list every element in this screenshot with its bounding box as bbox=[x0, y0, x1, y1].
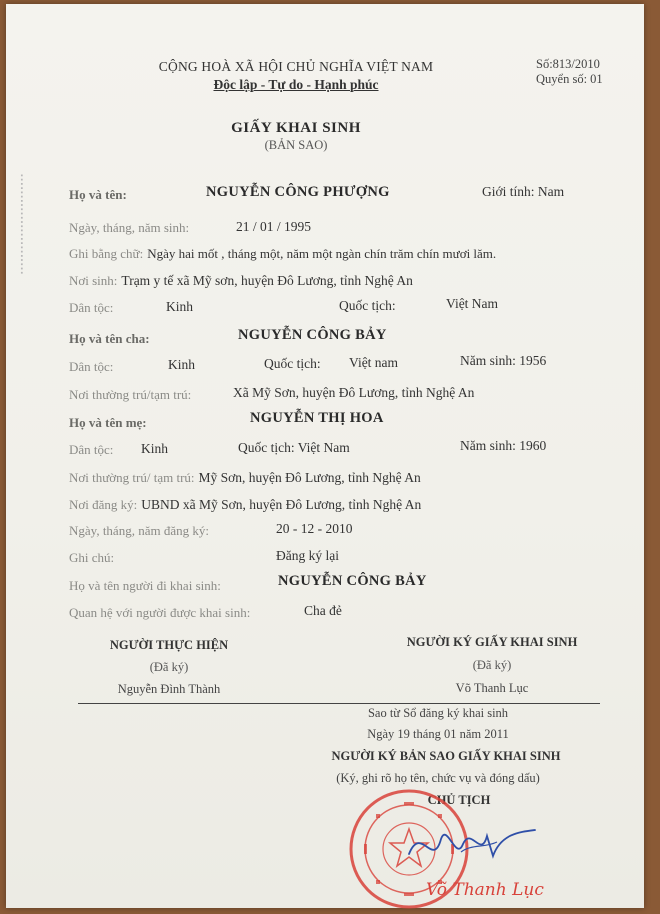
child-name-label: Họ và tên: bbox=[69, 187, 127, 202]
copy-source: Sao từ Sổ đăng ký khai sinh bbox=[367, 706, 509, 720]
signer-title: NGƯỜI KÝ GIẤY KHAI SINH bbox=[406, 635, 578, 649]
document-subtitle: (BẢN SAO) bbox=[264, 138, 328, 152]
book-number: Quyển số: 01 bbox=[536, 72, 603, 86]
dob-words-value: Ngày hai mốt , tháng một, năm một ngàn chín trăm chín mươi lăm. bbox=[147, 246, 497, 261]
dob-label: Ngày, tháng, năm sinh: bbox=[69, 220, 190, 235]
birth-certificate-page bbox=[6, 4, 644, 908]
father-residence: Xã Mỹ Sơn, huyện Đô Lương, tỉnh Nghệ An bbox=[233, 385, 475, 400]
mother-ethnic: Kinh bbox=[141, 441, 168, 456]
copy-instruction: (Ký, ghi rõ họ tên, chức vụ và đóng dấu) bbox=[336, 771, 540, 785]
copy-signer-title: NGƯỜI KÝ BẢN SAO GIẤY KHAI SINH bbox=[331, 749, 561, 763]
performer-signed: (Đã ký) bbox=[149, 660, 189, 674]
registration-date-label: Ngày, tháng, năm đăng ký: bbox=[69, 523, 209, 538]
birthplace-label: Nơi sinh: bbox=[69, 273, 118, 288]
mother-residence-label: Nơi thường trú/ tạm trú: bbox=[69, 470, 195, 485]
father-ethnic-label: Dân tộc: bbox=[69, 359, 114, 374]
performer-name: Nguyễn Đình Thành bbox=[117, 682, 221, 696]
relation-label: Quan hệ với người được khai sinh: bbox=[69, 605, 251, 620]
father-nationality: Việt nam bbox=[349, 355, 399, 370]
document-title: GIẤY KHAI SINH bbox=[231, 120, 361, 136]
father-name-label: Họ và tên cha: bbox=[69, 331, 150, 346]
child-ethnic-label: Dân tộc: bbox=[69, 300, 114, 315]
child-nationality-label: Quốc tịch: bbox=[339, 298, 396, 313]
performer-title: NGƯỜI THỰC HIỆN bbox=[109, 638, 229, 652]
mother-residence: Mỹ Sơn, huyện Đô Lương, tỉnh Nghệ An bbox=[198, 470, 421, 485]
relation-value: Cha đẻ bbox=[304, 603, 342, 618]
copy-date: Ngày 19 tháng 01 năm 2011 bbox=[367, 727, 509, 741]
mother-nationality: Quốc tịch: Việt Nam bbox=[238, 440, 350, 455]
note-value: Đăng ký lại bbox=[276, 548, 339, 563]
signer-signed: (Đã ký) bbox=[472, 658, 512, 672]
mother-ethnic-label: Dân tộc: bbox=[69, 442, 114, 457]
dob-value: 21 / 01 / 1995 bbox=[236, 219, 312, 234]
declarant-label: Họ và tên người đi khai sinh: bbox=[69, 578, 221, 593]
child-ethnic: Kinh bbox=[166, 299, 193, 314]
signer-name: Võ Thanh Lục bbox=[455, 681, 529, 695]
registration-place: UBND xã Mỹ Sơn, huyện Đô Lương, tỉnh Nghệ An bbox=[141, 497, 422, 512]
mother-birth-year: Năm sinh: 1960 bbox=[460, 438, 547, 453]
child-name: NGUYỄN CÔNG PHƯỢNG bbox=[206, 184, 390, 200]
father-birth-year: Năm sinh: 1956 bbox=[460, 353, 547, 368]
registration-place-label: Nơi đăng ký: bbox=[69, 497, 138, 512]
note-label: Ghi chú: bbox=[69, 550, 115, 565]
record-number: Số:813/2010 bbox=[536, 57, 600, 71]
father-residence-label: Nơi thường trú/tạm trú: bbox=[69, 387, 192, 402]
father-ethnic: Kinh bbox=[168, 357, 195, 372]
divider-line bbox=[78, 703, 600, 704]
mother-name: NGUYỄN THỊ HOA bbox=[250, 410, 384, 426]
father-name: NGUYỄN CÔNG BẢY bbox=[238, 327, 387, 343]
motto: Độc lập - Tự do - Hạnh phúc bbox=[213, 77, 379, 92]
birthplace-value: Trạm y tế xã Mỹ sơn, huyện Đô Lương, tỉnh Nghệ An bbox=[121, 273, 413, 288]
side-print-mark: ▪ ▪ ▪ ▪ ▪ ▪ ▪ ▪ ▪ ▪ ▪ ▪ ▪ ▪ ▪ ▪ ▪ ▪ ▪ ▪ ▪ ▪ ▪ ▪ bbox=[18, 174, 26, 274]
dob-words-label: Ghi bằng chữ: bbox=[69, 246, 144, 261]
copy-position: CHỦ TỊCH bbox=[427, 793, 491, 807]
handwritten-signature bbox=[401, 814, 541, 874]
child-gender: Giới tính: Nam bbox=[482, 184, 565, 199]
mother-name-label: Họ và tên mẹ: bbox=[69, 415, 147, 430]
child-nationality: Việt Nam bbox=[446, 296, 499, 311]
declarant-name: NGUYỄN CÔNG BẢY bbox=[278, 573, 427, 589]
country-name: CỘNG HOÀ XÃ HỘI CHỦ NGHĨA VIỆT NAM bbox=[158, 59, 434, 74]
registration-date: 20 - 12 - 2010 bbox=[276, 521, 353, 536]
father-nationality-label: Quốc tịch: bbox=[264, 356, 321, 371]
handwritten-signer-name: Võ Thanh Lục bbox=[426, 880, 544, 900]
